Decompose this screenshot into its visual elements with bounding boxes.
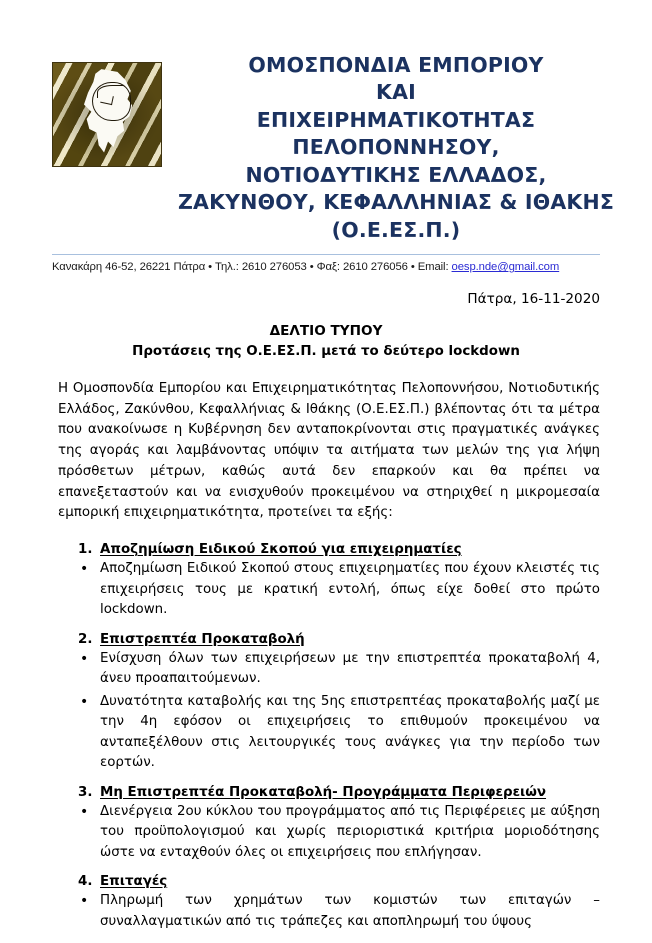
proposals-list [58,542,600,932]
bullet-text: Πληρωμή των χρημάτων των κομιστών των επιταγών – συναλλαγματικών από τις τράπεζες και αποπληρωμή του ύψους [100,893,600,929]
org-title-line-5: ΝΟΤΙΟΔΥΤΙΚΗΣ ΕΛΛΑΔΟΣ, [245,162,547,187]
org-title-line-3: ΕΠΙΧΕΙΡΗΜΑΤΙΚΟΤΗΤΑΣ [256,107,536,132]
proposal-heading-1 [58,542,600,557]
proposal-section-2 [58,632,600,774]
proposal-bullets-3 [58,802,600,864]
bullet-dot-icon: • [80,803,89,820]
contact-separator-3: • [410,261,415,274]
contact-email-link[interactable]: oesp.nde@gmail.com [451,261,560,274]
org-title-line-7: (Ο.Ε.ΕΣ.Π.) [331,217,461,242]
bullet-dot-icon: • [80,650,89,667]
bullet-text: Δυνατότητα καταβολής και της 5ης επιστρεπτέας προκαταβολής μαζί με την 4η εφόσον οι επιχειρήσεις το επιθυμούν προκειμένου να ανταπεξέλθουν στις λειτουργικές τους ανάγκες για την περίοδο των εορτών. [100,693,600,771]
date-line: Πάτρα, 16-11-2020 [467,291,600,308]
contact-separator-1: • [208,261,212,274]
contact-phone-value: 2610 276053 [241,261,307,274]
proposal-bullets-1 [58,559,600,621]
list-item [58,692,600,774]
proposal-section-1 [58,542,600,621]
proposal-title-2: Επιστρεπτέα Προκαταβολή [100,631,305,647]
organization-title [168,52,630,244]
proposal-heading-4 [58,874,600,889]
proposal-number-4: 4. [78,874,93,890]
list-item [58,802,600,864]
contact-separator-2: • [309,261,314,274]
org-title-line-1: ΟΜΟΣΠΟΝΔΙΑ ΕΜΠΟΡΙΟΥ [248,53,544,77]
proposal-heading-2 [58,632,600,647]
bullet-dot-icon: • [80,693,89,710]
proposal-heading-3 [58,785,600,800]
letterhead [0,0,652,244]
header-divider [52,254,600,255]
proposal-number-3: 3. [78,784,93,800]
headline-subtitle: Προτάσεις της Ο.Ε.ΕΣ.Π. μετά το δεύτερο lockdown [132,343,520,359]
proposal-section-3 [58,785,600,864]
proposal-bullets-2 [58,649,600,774]
proposal-title-1: Αποζημίωση Ειδικού Σκοπού για επιχειρηματίες [100,542,462,558]
contact-email-label: Email: [417,261,449,274]
org-title-line-2: ΚΑΙ [376,80,416,105]
contact-fax-label: Φαξ: [316,261,340,274]
contact-address: Κανακάρη 46-52, 26221 Πάτρα [52,261,206,274]
contact-fax-value: 2610 276056 [342,261,408,274]
proposal-title-3: Μη Επιστρεπτέα Προκαταβολή- Προγράμματα Περιφερειών [100,784,547,800]
list-item [58,891,600,932]
contact-phone-label: Τηλ.: [215,261,239,274]
list-item [58,649,600,690]
contact-line [52,261,600,273]
list-item [58,559,600,621]
intro-paragraph: Η Ομοσπονδία Εμπορίου και Επιχειρηματικότητας Πελοποννήσου, Νοτιοδυτικής Ελλάδος, Ζακύνθου, Κεφαλλήνιας & Ιθάκης (Ο.Ε.ΕΣ.Π.) βλέποντας ότι τα μέτρα που ανακοίνωσε η Κυβέρνηση δεν ανταποκρίνονται στις πραγματικές ανάγκες της αγοράς και λαμβάνοντας υπόψιν τα αιτήματα των μελών της για λήψη πρόσθετων μέτρων, καθώς αυτά δεν επαρκούν και θα πρέπει να επανεξεταστούν και να ενισχυθούν προκειμένου να στηριχθεί η μικρομεσαία εμπορική επιχειρηματικότητα, προτείνει τα εξής: [58,380,600,521]
bullet-text: Αποζημίωση Ειδικού Σκοπού στους επιχειρηματίες που έχουν κλειστές τις επιχειρήσεις τους με κρατική εντολή, όπως είχε δοθεί στο πρώτο lockdown. [100,561,600,618]
bullet-dot-icon: • [80,893,89,910]
org-title-line-4: ΠΕΛΟΠΟΝΝΗΣΟΥ, [292,135,500,160]
bullet-text: Διενέργεια 2ου κύκλου του προγράμματος από τις Περιφέρειες με αύξηση του προϋπολογισμού και χωρίς περιοριστικά κριτήρια μοριοδότησης ώστε να ενταχθούν όλες οι επιχειρήσεις που επλήγησαν. [100,803,600,860]
proposal-number-2: 2. [78,631,93,647]
press-release-headline [0,321,652,362]
bullet-text: Ενίσχυση όλων των επιχειρήσεων με την επιστρεπτέα προκαταβολή 4, άνευ προαπαιτούμενων. [100,650,600,687]
proposal-title-4: Επιταγές [100,874,168,890]
org-title-line-6: ΖΑΚΥΝΘΟΥ, ΚΕΦΑΛΛΗΝΙΑΣ & ΙΘΑΚΗΣ [177,190,615,215]
headline-title: ΔΕΛΤΙΟ ΤΥΠΟΥ [269,323,383,340]
proposal-number-1: 1. [78,542,93,558]
face-profile-shape [92,82,131,121]
proposal-bullets-4 [58,891,600,932]
bullet-dot-icon: • [80,561,89,578]
organization-logo-icon [52,62,162,167]
proposal-section-4 [58,874,600,932]
document-body [58,379,600,932]
